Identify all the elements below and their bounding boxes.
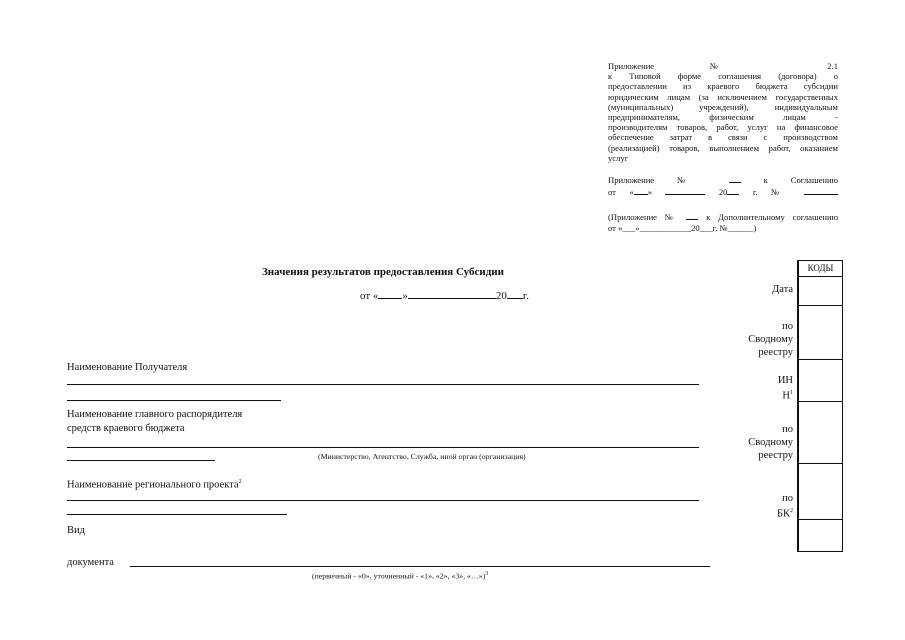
agreement-line-1: Приложение № к Соглашению	[608, 175, 839, 186]
codes-header: КОДЫ	[799, 261, 842, 277]
agreement-line-2: от « » 20 г. №	[608, 185, 838, 197]
recipient-line-2[interactable]	[67, 400, 281, 401]
additional-number-blank[interactable]	[686, 210, 698, 220]
appendix-line-4: юридическим лицам (за исключением государственных	[608, 91, 838, 102]
project-line-2[interactable]	[67, 514, 287, 515]
document-title: Значения результатов предоставления Субсидии	[262, 266, 504, 278]
project-line[interactable]	[67, 500, 699, 501]
codes-sep-2	[799, 359, 842, 360]
manager-label-2: средств краевого бюджета	[67, 423, 185, 434]
codes-sep-3	[799, 401, 842, 402]
doc-type-hint: (первичный - «0», уточненный - «1», «2», «3», «…»)$^3$	[312, 571, 489, 581]
appendix-line-2: к Типовой форме соглашения (договора) о	[608, 71, 838, 82]
agreement-day-blank[interactable]	[634, 185, 648, 195]
codes-table	[797, 260, 843, 552]
appendix-line-3: предоставлении из краевого бюджета субсидии	[608, 81, 838, 92]
title-day-blank[interactable]	[378, 289, 402, 299]
codes-svod1-label: по Сводному реестру	[748, 321, 793, 358]
appendix-line-1: Приложение № 2.1	[608, 61, 838, 71]
appendix-line-9: (реализацией) товаров, выполнением работ, оказанием	[608, 142, 838, 153]
recipient-line[interactable]	[67, 384, 699, 385]
project-label: Наименование регионального проекта$^2$	[67, 479, 242, 491]
additional-line-2: от «___»____________20___г. №______)	[608, 222, 757, 233]
codes-svod2-label: по Сводному реестру	[748, 424, 793, 461]
manager-line-2[interactable]	[67, 460, 215, 461]
codes-inn-label: ИН $Н^1$	[777, 375, 793, 402]
codes-sep-1	[799, 305, 842, 306]
appendix-line-6: предпринимателям, физическим лицам -	[608, 112, 838, 123]
doc-type-label-2: документа	[67, 557, 114, 568]
codes-date-label: Дата	[772, 284, 793, 295]
additional-line-1: (Приложение № к Дополнительному соглашению	[608, 212, 838, 223]
appendix-line-7: производителям товаров, работ, услуг на финансовое	[608, 122, 838, 133]
manager-line[interactable]	[67, 447, 699, 448]
manager-label-1: Наименование главного распорядителя	[67, 409, 243, 420]
appendix-line-5: (муниципальных) учреждений), индивидуальным	[608, 101, 838, 112]
agreement-year-blank[interactable]	[727, 185, 739, 195]
doc-type-line[interactable]	[130, 566, 710, 567]
codes-sep-5	[799, 519, 842, 520]
agreement-number-blank[interactable]	[729, 173, 741, 183]
doc-type-label-1: Вид	[67, 525, 85, 536]
codes-bk-label: по $БК^2$	[776, 493, 793, 520]
title-month-blank[interactable]	[408, 289, 496, 299]
agreement-no-blank[interactable]	[804, 185, 838, 195]
appendix-line-8: обеспечение затрат в связи с производством	[608, 132, 838, 143]
manager-hint: (Министерство, Агентство, Служба, иной орган (организация)	[318, 452, 526, 461]
title-date-line: от « » 20 г.	[360, 290, 529, 302]
codes-sep-4	[799, 463, 842, 464]
appendix-line-10: услуг	[608, 152, 629, 163]
appendix-block	[608, 61, 838, 233]
title-year-blank[interactable]	[507, 289, 523, 299]
recipient-label: Наименование Получателя	[67, 362, 188, 373]
agreement-month-blank[interactable]	[665, 185, 705, 195]
